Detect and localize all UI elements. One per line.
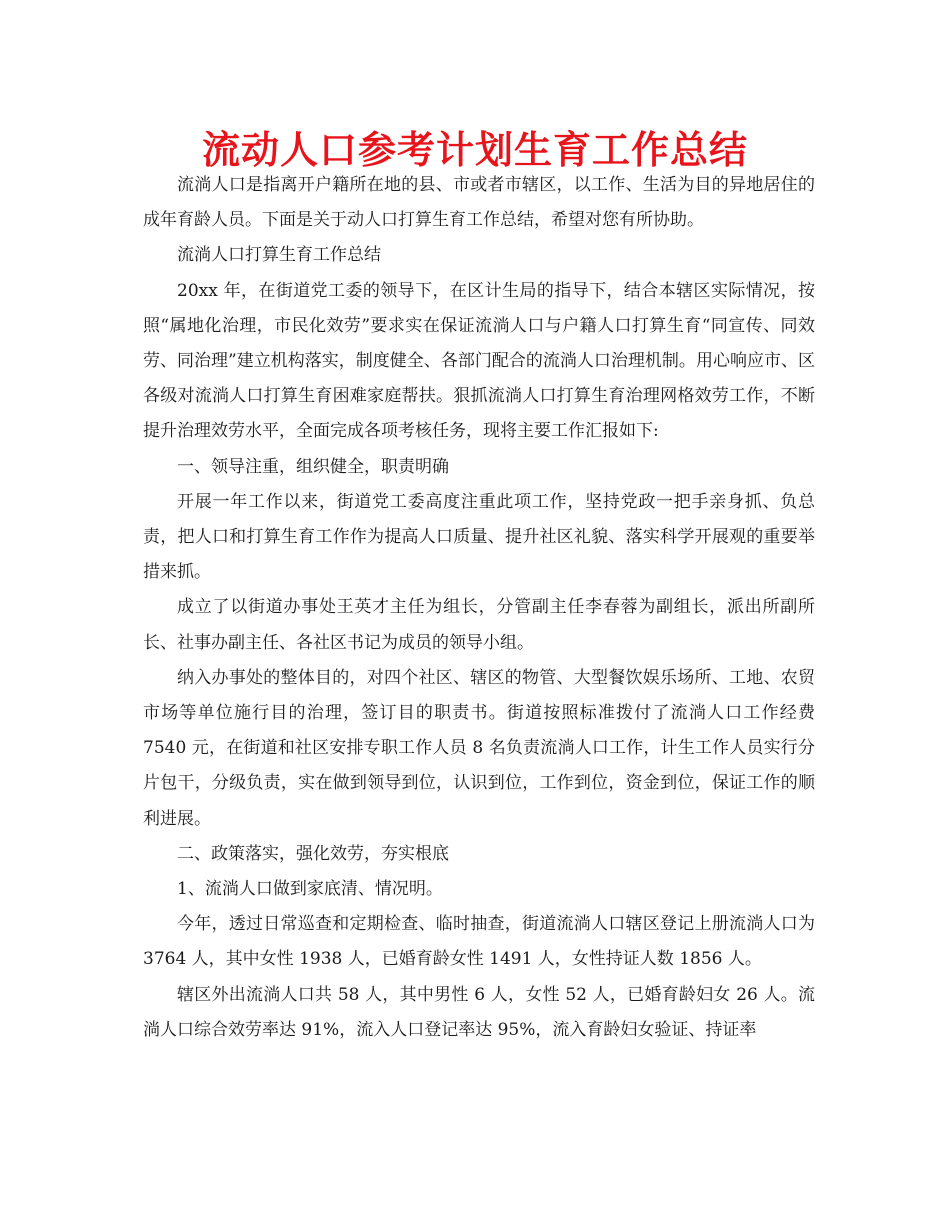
paragraph-group: 成立了以街道办事处王英才主任为组长，分管副主任李春蓉为副组长，派出所副所长、社事办副主任、各社区书记为成员的领导小组。 — [143, 597, 815, 653]
section-heading-1: 一、领导注重，组织健全，职责明确 — [177, 456, 449, 477]
paragraph-targets: 纳入办事处的整体目的，对四个社区、辖区的物管、大型餐饮娱乐场所、工地、农贸市场等单位施行目的治理，签订目的职责书。街道按照标准拨付了流淌人口工作经费 7540 元，在街道和社区安排专职工作人员 8 名负责流淌人口工作，计生工作人员实行分片包干，分级负责，实在做到领导到位，认识到位，工作到位，资金到位，保证工作的顺利进展。 — [143, 667, 815, 829]
subsection-heading-1: 1、流淌人口做到家底清、情况明。 — [177, 879, 443, 900]
paragraph-registration: 今年，透过日常巡查和定期检查、临时抽查，街道流淌人口辖区登记上册流淌人口为 3764 人，其中女性 1938 人，已婚育龄女性 1491 人，女性持证人数 1856 人。 — [143, 914, 815, 970]
paragraph-leadership: 开展一年工作以来，街道党工委高度注重此项工作，坚持党政一把手亲身抓、负总责，把人口和打算生育工作作为提高人口质量、提升社区礼貌、落实科学开展观的重要举措来抓。 — [143, 491, 815, 583]
paragraph-subtitle: 流淌人口打算生育工作总结 — [177, 245, 381, 266]
document-title: 流动人口参考计划生育工作总结 — [201, 128, 748, 172]
paragraph-outflow: 辖区外出流淌人口共 58 人，其中男性 6 人，女性 52 人，已婚育龄妇女 26 人。流淌人口综合效劳率达 91%，流入人口登记率达 95%，流入育龄妇女验证、持证率 — [143, 984, 815, 1040]
section-heading-2: 二、政策落实，强化效劳，夯实根底 — [177, 843, 449, 864]
paragraph-overview: 20xx 年，在街道党工委的领导下，在区计生局的指导下，结合本辖区实际情况，按照“属地化治理，市民化效劳”要求实在保证流淌人口与户籍人口打算生育“同宣传、同效劳、同治理”建立机构落实，制度健全、各部门配合的流淌人口治理机制。用心响应市、区各级对流淌人口打算生育困难家庭帮扶。狠抓流淌人口打算生育治理网格效劳工作，不断提升治理效劳水平，全面完成各项考核任务，现将主要工作汇报如下: — [143, 280, 815, 442]
document-body — [143, 168, 815, 1048]
paragraph-intro: 流淌人口是指离开户籍所在地的县、市或者市辖区，以工作、生活为目的异地居住的成年育龄人员。下面是关于动人口打算生育工作总结，希望对您有所协助。 — [143, 175, 815, 231]
